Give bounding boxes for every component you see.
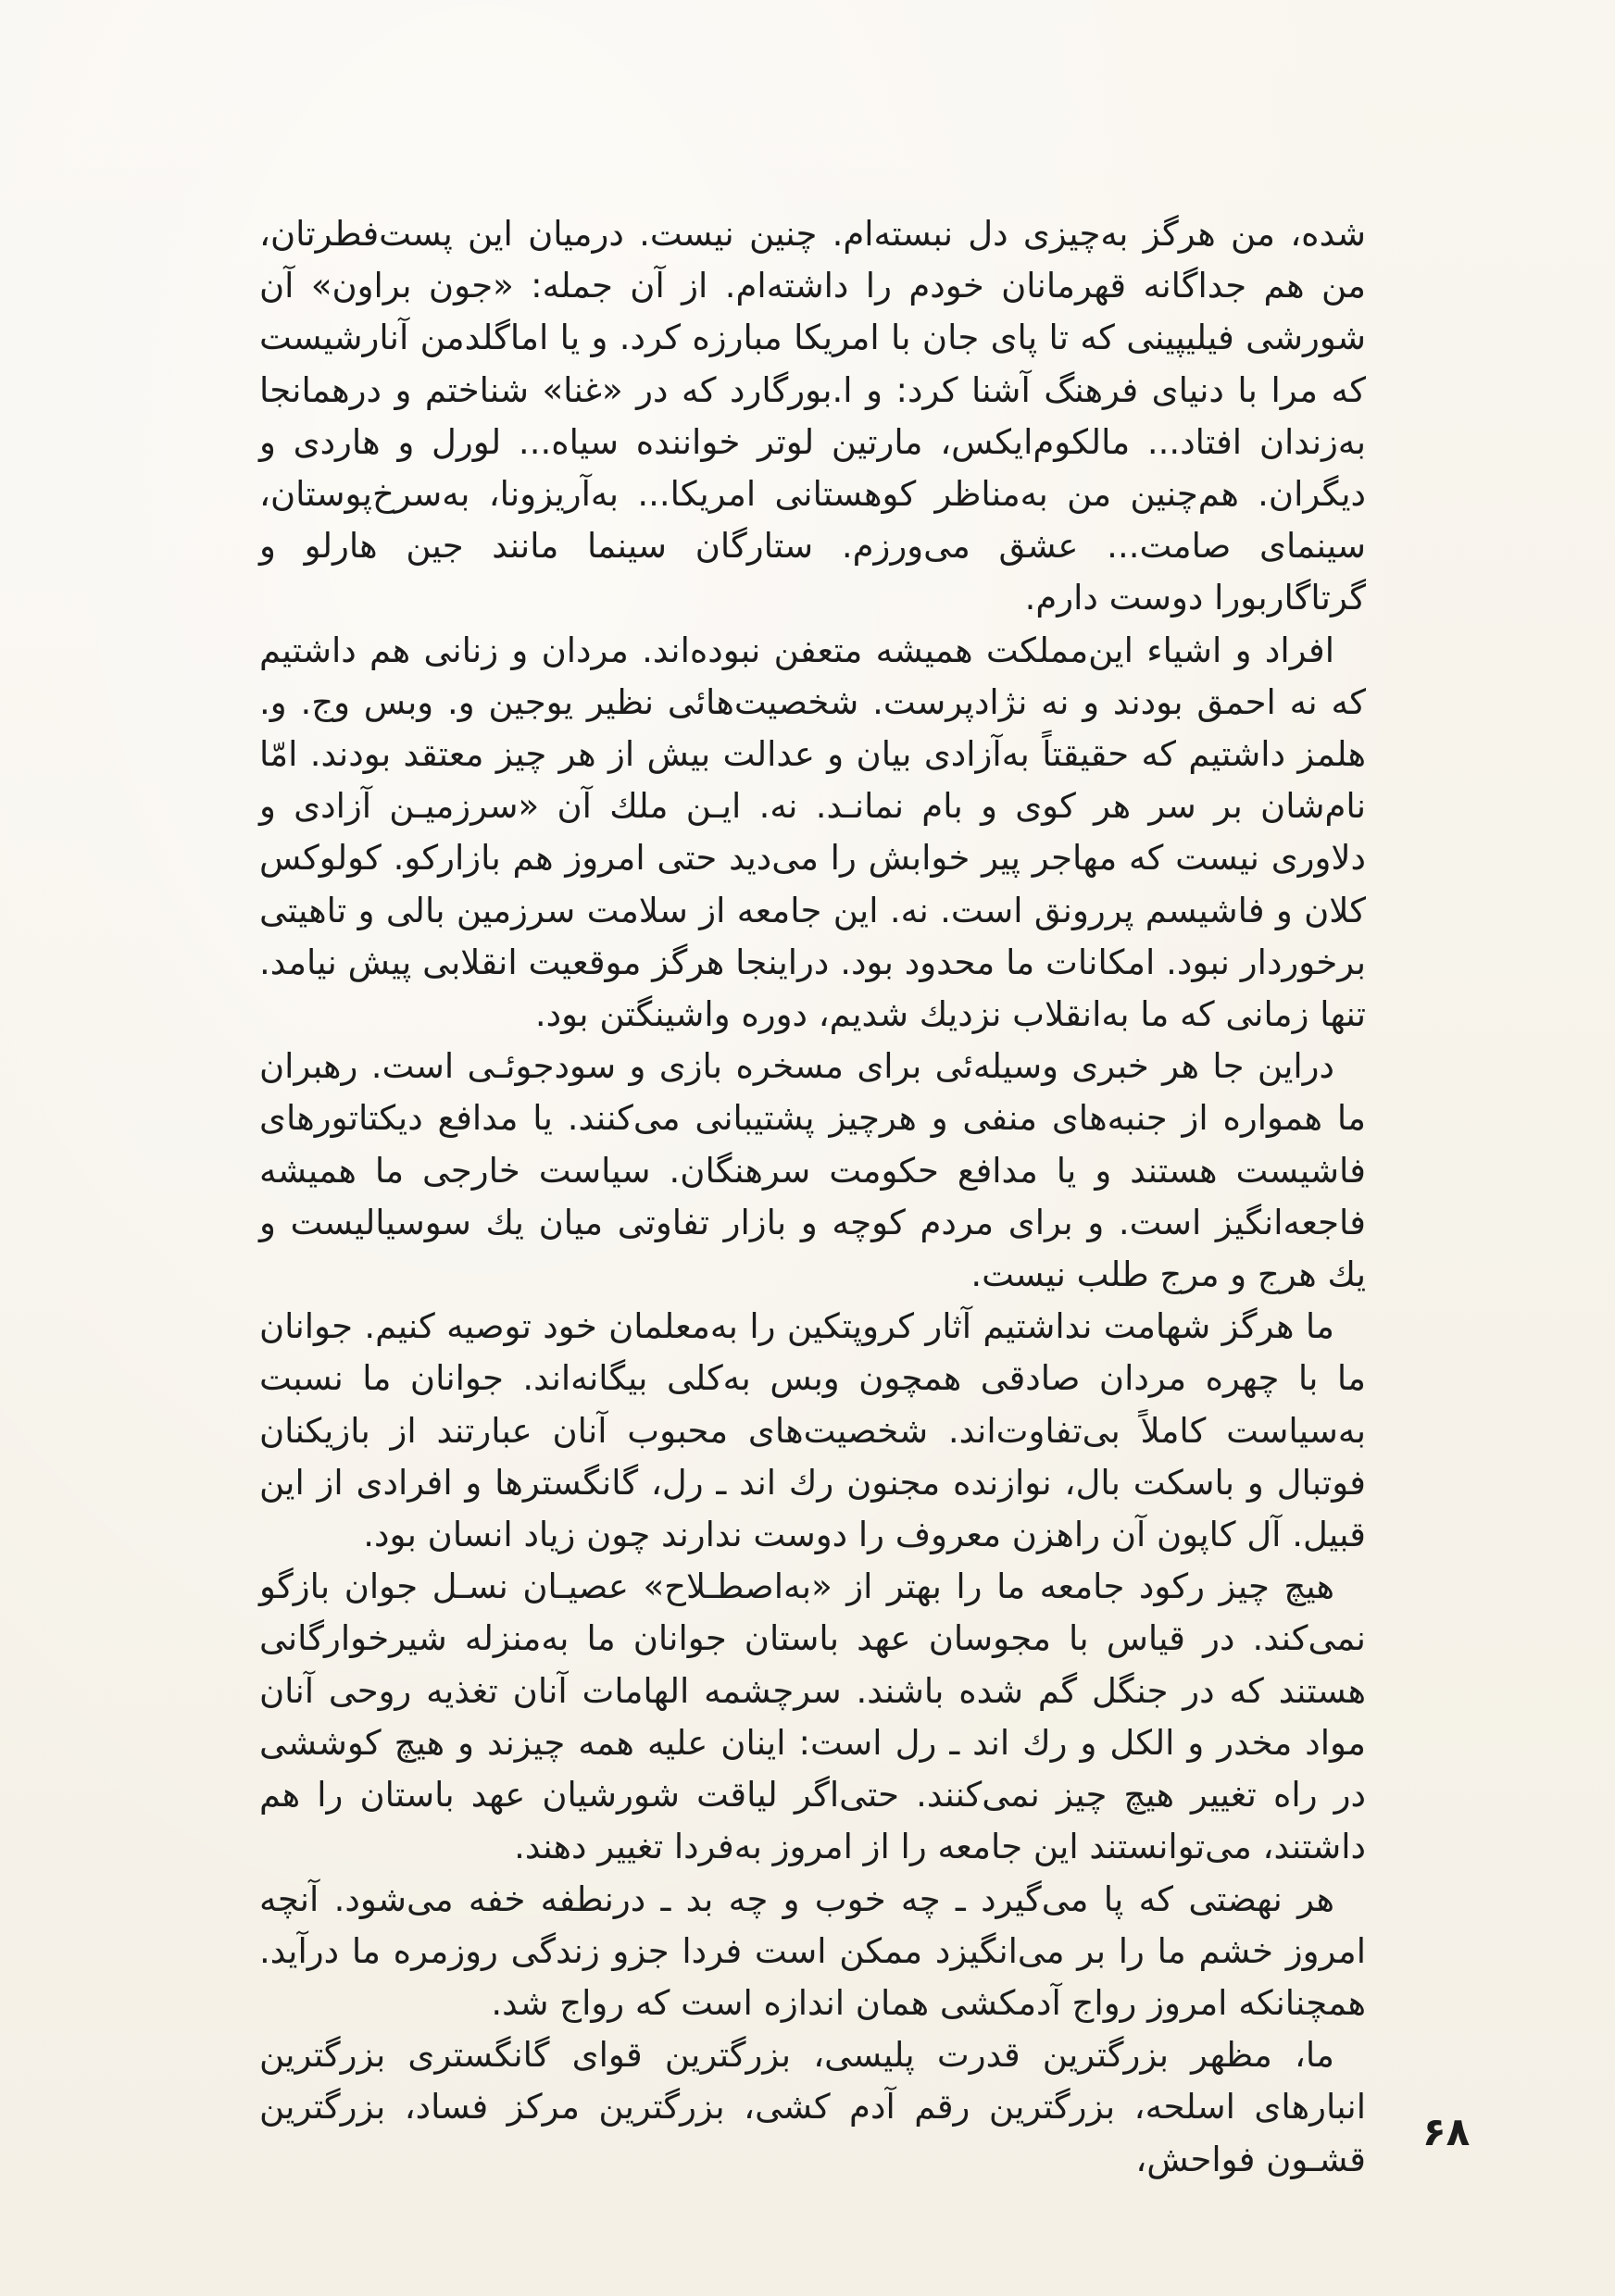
body-text	[259, 208, 1366, 2186]
paragraph-1: شده، من هرگز به‌چیزی دل نبسته‌ام. چنین نیست. درمیان این پست‌فطرتان، من هم جداگانه قهرمانان خودم را داشته‌ام. از آن جمله: «جون براون» آن شورشی فیلیپینی که تا پای جان با امریکا مبارزه کرد. و یا اماگلدمن آنارشیست که مرا با دنیای فرهنگ آشنا کرد: و ا.بورگارد که در «غنا» شناختم و درهمانجا به‌زندان افتاد... مالکوم‌ایکس، مارتین لوتر خواننده سیاه... لورل و هاردی و دیگران. هم‌چنین من به‌مناظر کوهستانی امریکا... به‌آریزونا، به‌سرخ‌پوستان، سینمای صامت... عشق می‌ورزم. ستارگان سینما مانند جین هارلو و گرتاگاربورا دوست دارم.	[259, 214, 1366, 618]
paragraph-4: ما هرگز شهامت نداشتیم آثار کروپتکین را به‌معلمان خود توصیه کنیم. جوانان ما با چهره مردان صادقی همچون وبس به‌کلی بیگانه‌اند. جوانان ما نسبت به‌سیاست کاملاً بی‌تفاوت‌اند. شخصیت‌های محبوب آنان عبارتند از بازیکنان فوتبال و باسکت بال، نوازنده مجنون رك اند ـ رل، گانگسترها و افرادی از این قبیل. آل کاپون آن راهزن معروف را دوست ندارند چون زیاد انسان بود.	[259, 1306, 1366, 1555]
paragraph-6: هر نهضتی که پا می‌گیرد ـ چه خوب و چه بد ـ درنطفه خفه می‌شود. آنچه امروز خشم ما را بر می‌انگیزد ممکن است فردا جزو زندگی روزمره ما درآید. همچنانکه امروز رواج آدمکشی همان اندازه است که رواج شد.	[259, 1878, 1366, 2023]
page-number: ۶۸	[1422, 2109, 1471, 2154]
paragraph-5: هیچ چیز رکود جامعه ما را بهتر از «به‌اصطـلاح» عصیـان نسـل جوان بازگو نمی‌کند. در قیاس با مجوسان عهد باستان جوانان ما به‌منزله شیرخوارگانی هستند که در جنگل گم شده باشند. سرچشمه الهامات آنان تغذیه روحی آنان مواد مخدر و الکل و رك اند ـ رل است: اینان علیه همه چیزند و هیچ کوششی در راه تغییر هیچ چیز نمی‌کنند. حتی‌اگر لیاقت شورشیان عهد باستان را هم داشتند، می‌توانستند این جامعه را از امروز به‌فردا تغییر دهند.	[259, 1566, 1366, 1867]
paragraph-7: ما، مظهر بزرگترین قدرت پلیسی، بزرگترین قوای گانگستری بزرگترین انبارهای اسلحه، بزرگترین رقم آدم کشی، بزرگترین مرکز فساد، بزرگترین قشـون فواحش،	[259, 2035, 1366, 2179]
paragraph-3: دراین جا هر خبری وسیله‌ئی برای مسخره بازی و سودجوئـی است. رهبران ما همواره از جنبه‌های منفی و هرچیز پشتیبانی می‌کنند. یا مدافع دیکتاتورهای فاشیست هستند و یا مدافع حکومت سرهنگان. سیاست خارجی ما همیشه فاجعه‌انگیز است. و برای مردم کوچه و بازار تفاوتی میان یك سوسیالیست و یك هرج و مرج طلب نیست.	[259, 1046, 1366, 1295]
paragraph-2: افراد و اشیاء این‌مملکت همیشه متعفن نبوده‌اند. مردان و زنانی هم داشتیم که نه احمق بودند و نه نژادپرست. شخصیت‌هائی نظیر یوجین و. وبس وج. و. هلمز داشتیم که حقیقتاً به‌آزادی بیان و عدالت بیش از هر چیز معتقد بودند. امّا نام‌شان بر سر هر کوی و بام نمانـد. نه. ایـن ملك آن «سرزمیـن آزادی و دلاوری نیست که مهاجر پیر خوابش را می‌دید حتی امروز هم بازارکو. کولوکس کلان و فاشیسم پررونق است. نه. این جامعه از سلامت سرزمین بالی و تاهیتی برخوردار نبود. امکانات ما محدود بود. دراینجا هرگز موقعیت انقلابی پیش نیامد. تنها زمانی که ما به‌انقلاب نزدیك شدیم، دوره واشینگتن بود.	[259, 630, 1366, 1035]
